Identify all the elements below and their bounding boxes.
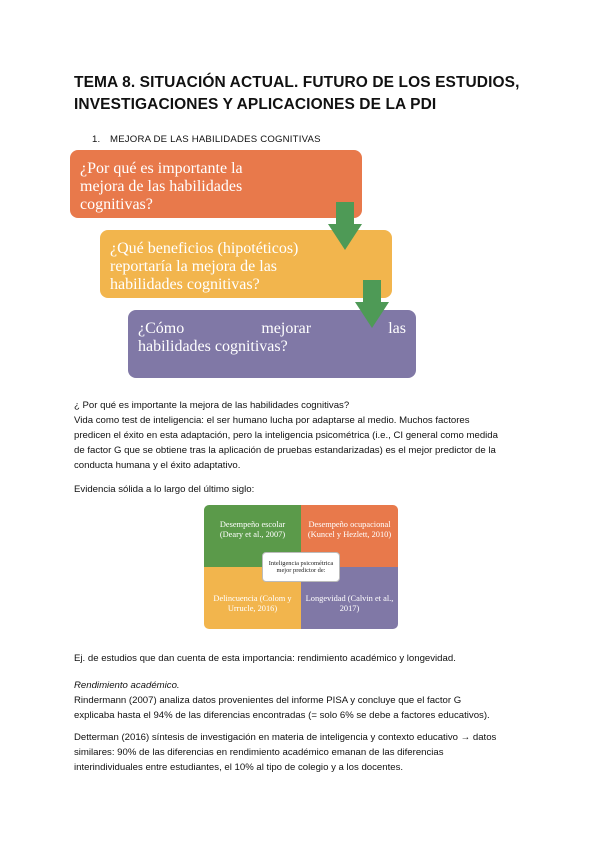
box3-word-2: mejorar [261,320,312,337]
predictor-diagram [204,505,398,629]
page-title [74,72,554,116]
academic-section [74,678,534,723]
academic-line-1: Rindermann (2007) analiza datos provenientes del informe PISA y concluye que el factor G [74,695,462,706]
question-heading: ¿ Por qué es importante la mejora de las habilidades cognitivas? [74,400,350,411]
detterman-line-2: similares: 90% de las diferencias en rendimiento académico emanan de las diferencias [74,747,444,758]
cell-label: Desempeño escolar (Deary et al., 2007) [219,520,286,539]
cell-label: Desempeño ocupacional (Kuncel y Hezlett, 2010) [307,520,392,539]
title-line-1: TEMA 8. SITUACIÓN ACTUAL. FUTURO DE LOS ESTUDIOS, [74,74,520,91]
down-arrow-icon [355,280,389,328]
box2-line-2: reportaría la mejora de las [110,258,278,275]
numbered-list-item [92,134,321,145]
detterman-line-1: Detterman (2016) síntesis de investigación en materia de inteligencia y contexto educativo → datos [74,732,497,743]
examples-text: Ej. de estudios que dan cuenta de esta importancia: rendimiento académico y longevidad. [74,653,456,664]
intro-line-5: conducta humana y el éxito adaptativo. [74,460,241,471]
flow-box-why-important [70,150,362,218]
box1-line-1: ¿Por qué es importante la [80,160,243,177]
intro-line-4: de factor G que se obtiene tras la aplicación de pruebas estandarizadas) es el mejor predictor de la [74,445,496,456]
box3-word-1: ¿Cómo [138,320,185,337]
title-line-2: INVESTIGACIONES Y APLICACIONES DE LA PDI [74,96,437,113]
academic-line-2: explicaba hasta el 94% de las diferencias encontradas (= solo 6% se debe a factores educativos). [74,710,490,721]
box3-line-2: habilidades cognitivas? [138,338,288,355]
box2-line-1: ¿Qué beneficios (hipotéticos) [110,240,299,257]
cell-label: Delincuencia (Colom y Urrucle, 2016) [213,594,292,613]
list-number: 1. [92,134,101,145]
cell-label: Longevidad (Calvin et al., 2017) [305,594,394,613]
down-arrow-icon [328,202,362,250]
box2-line-3: habilidades cognitivas? [110,276,260,293]
box1-line-2: mejora de las habilidades [80,178,243,195]
section-heading: Rendimiento académico. [74,680,180,691]
list-label: MEJORA DE LAS HABILIDADES COGNITIVAS [110,134,321,145]
detterman-paragraph [74,730,534,775]
intro-line-3: predicen el éxito en esta adaptación, pero la inteligencia psicométrica (i.e., CI general como medida [74,430,498,441]
box1-line-3: cognitivas? [80,196,153,213]
intro-paragraph [74,398,534,473]
detterman-line-3: interindividuales entre estudiantes, el 10% al tipo de colegio y a los docentes. [74,762,404,773]
box3-word-3: las [388,320,406,337]
center-label-box: Inteligencia psicométrica mejor predictor de: [262,552,340,582]
evidence-text: Evidencia sólida a lo largo del último siglo: [74,484,255,495]
intro-line-2: Vida como test de inteligencia: el ser humano lucha por adaptarse al medio. Muchos factores [74,415,470,426]
